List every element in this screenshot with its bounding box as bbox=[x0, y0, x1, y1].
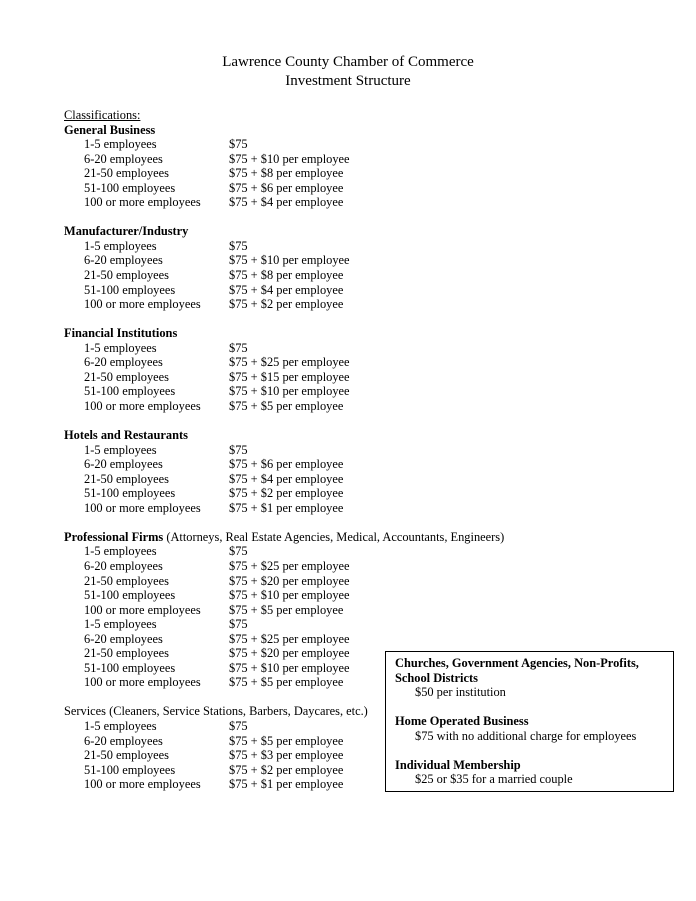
section-heading-hotels-restaurants: Hotels and Restaurants bbox=[64, 428, 188, 443]
tier-price: $75 + $2 per employee bbox=[229, 762, 344, 777]
box-heading-school-districts: School Districts bbox=[395, 670, 478, 685]
tier-size: 51-100 employees bbox=[84, 282, 176, 297]
tier-size: 1-5 employees bbox=[84, 442, 157, 457]
tier-size: 1-5 employees bbox=[84, 340, 157, 355]
tier-price: $75 + $25 per employee bbox=[229, 631, 350, 646]
tier-row bbox=[64, 443, 584, 458]
tier-size: 6-20 employees bbox=[84, 733, 163, 748]
tier-row bbox=[64, 617, 584, 632]
tier-size: 51-100 employees bbox=[84, 588, 176, 603]
document-subtitle: Investment Structure bbox=[285, 73, 411, 89]
tier-size: 51-100 employees bbox=[84, 486, 176, 501]
tier-price: $75 + $4 per employee bbox=[229, 282, 344, 297]
tier-size: 100 or more employees bbox=[84, 500, 201, 515]
tier-price: $75 + $3 per employee bbox=[229, 748, 344, 763]
tier-row bbox=[64, 283, 584, 298]
box-detail-home-operated-price: $75 with no additional charge for employees bbox=[415, 728, 637, 743]
tier-size: 6-20 employees bbox=[84, 558, 163, 573]
tier-size: 21-50 employees bbox=[84, 471, 169, 486]
section-heading-manufacturer-industry: Manufacturer/Industry bbox=[64, 224, 189, 239]
tier-row bbox=[64, 370, 584, 385]
tier-size: 6-20 employees bbox=[84, 253, 163, 268]
tier-price: $75 + $5 per employee bbox=[229, 398, 344, 413]
box-heading-churches-nonprofits: Churches, Government Agencies, Non-Profits, bbox=[395, 656, 639, 670]
section-heading-general-business: General Business bbox=[64, 122, 156, 137]
tier-price: $75 bbox=[229, 718, 248, 733]
tier-price: $75 + $25 per employee bbox=[229, 558, 350, 573]
tier-size: 21-50 employees bbox=[84, 166, 169, 181]
tier-size: 1-5 employees bbox=[84, 544, 157, 559]
tier-size: 1-5 employees bbox=[84, 718, 157, 733]
section-spacer bbox=[64, 210, 584, 225]
tier-size: 51-100 employees bbox=[84, 660, 176, 675]
tier-price: $75 + $10 per employee bbox=[229, 253, 350, 268]
tier-price: $75 + $10 per employee bbox=[229, 660, 350, 675]
tier-price: $75 + $2 per employee bbox=[229, 486, 344, 501]
tier-size: 51-100 employees bbox=[84, 762, 176, 777]
tier-price: $75 + $5 per employee bbox=[229, 733, 344, 748]
tier-price: $75 + $10 per employee bbox=[229, 151, 350, 166]
section-note: (Attorneys, Real Estate Agencies, Medical, Accountants, Engineers) bbox=[163, 529, 505, 544]
tier-price: $75 bbox=[229, 442, 248, 457]
tier-size: 100 or more employees bbox=[84, 297, 201, 312]
section-heading-services: Services (Cleaners, Service Stations, Barbers, Daycares, etc.) bbox=[64, 704, 368, 719]
tier-size: 6-20 employees bbox=[84, 355, 163, 370]
tier-row bbox=[64, 559, 584, 574]
box-detail-individual-price: $25 or $35 for a married couple bbox=[415, 772, 573, 787]
tier-row bbox=[64, 574, 584, 589]
tier-size: 21-50 employees bbox=[84, 369, 169, 384]
box-heading-home-operated: Home Operated Business bbox=[395, 714, 529, 729]
tier-price: $75 bbox=[229, 617, 248, 632]
tier-price: $75 + $10 per employee bbox=[229, 384, 350, 399]
tier-price: $75 + $15 per employee bbox=[229, 369, 350, 384]
classifications-label: Classifications: bbox=[64, 108, 141, 122]
tier-size: 6-20 employees bbox=[84, 631, 163, 646]
tier-row bbox=[64, 588, 584, 603]
tier-row bbox=[64, 181, 584, 196]
tier-size: 6-20 employees bbox=[84, 151, 163, 166]
tier-price: $75 + $6 per employee bbox=[229, 457, 344, 472]
tier-price: $75 + $20 per employee bbox=[229, 646, 350, 661]
tier-row bbox=[64, 195, 584, 210]
tier-size: 100 or more employees bbox=[84, 398, 201, 413]
section-spacer bbox=[64, 515, 584, 530]
tier-price: $75 + $10 per employee bbox=[229, 588, 350, 603]
tier-row bbox=[64, 399, 584, 414]
tier-price: $75 + $8 per employee bbox=[229, 166, 344, 181]
tier-price: $75 + $20 per employee bbox=[229, 573, 350, 588]
tier-price: $75 + $2 per employee bbox=[229, 297, 344, 312]
tier-row bbox=[64, 603, 584, 618]
tier-size: 21-50 employees bbox=[84, 573, 169, 588]
section-heading-professional-firms: Professional Firms (Attorneys, Real Estate Agencies, Medical, Accountants, Engineers) bbox=[64, 529, 505, 544]
tier-price: $75 + $5 per employee bbox=[229, 602, 344, 617]
tier-size: 1-5 employees bbox=[84, 238, 157, 253]
tier-row bbox=[64, 297, 584, 312]
tier-price: $75 + $5 per employee bbox=[229, 675, 344, 690]
box-spacer bbox=[395, 743, 673, 758]
tier-row bbox=[64, 544, 584, 559]
tier-row bbox=[64, 137, 584, 152]
tier-row bbox=[64, 253, 584, 268]
tier-row bbox=[64, 268, 584, 283]
tier-size: 100 or more employees bbox=[84, 777, 201, 792]
tier-size: 51-100 employees bbox=[84, 384, 176, 399]
tier-price: $75 bbox=[229, 340, 248, 355]
tier-price: $75 + $8 per employee bbox=[229, 268, 344, 283]
tier-size: 51-100 employees bbox=[84, 180, 176, 195]
tier-size: 1-5 employees bbox=[84, 617, 157, 632]
tier-row bbox=[64, 632, 584, 647]
tier-size: 100 or more employees bbox=[84, 602, 201, 617]
box-detail-institution-price: $50 per institution bbox=[415, 685, 506, 700]
section-spacer bbox=[64, 413, 584, 428]
tier-size: 100 or more employees bbox=[84, 675, 201, 690]
section-heading-financial-institutions: Financial Institutions bbox=[64, 326, 178, 341]
tier-size: 100 or more employees bbox=[84, 195, 201, 210]
tier-row bbox=[64, 384, 584, 399]
tier-price: $75 + $1 per employee bbox=[229, 500, 344, 515]
tier-price: $75 + $25 per employee bbox=[229, 355, 350, 370]
document-title: Lawrence County Chamber of Commerce bbox=[222, 54, 474, 70]
tier-price: $75 + $6 per employee bbox=[229, 180, 344, 195]
tier-size: 6-20 employees bbox=[84, 457, 163, 472]
tier-price: $75 bbox=[229, 544, 248, 559]
other-memberships-box bbox=[385, 651, 674, 792]
tier-row bbox=[64, 239, 584, 254]
section-spacer bbox=[64, 312, 584, 327]
box-heading-individual-membership: Individual Membership bbox=[395, 757, 521, 772]
tier-price: $75 + $1 per employee bbox=[229, 777, 344, 792]
tier-row bbox=[64, 486, 584, 501]
tier-row bbox=[64, 341, 584, 356]
tier-size: 21-50 employees bbox=[84, 748, 169, 763]
tier-row bbox=[64, 457, 584, 472]
tier-row bbox=[64, 166, 584, 181]
tier-row bbox=[64, 355, 584, 370]
tier-size: 21-50 employees bbox=[84, 646, 169, 661]
tier-row bbox=[64, 501, 584, 516]
tier-size: 1-5 employees bbox=[84, 137, 157, 152]
box-spacer bbox=[395, 700, 673, 715]
tier-price: $75 + $4 per employee bbox=[229, 471, 344, 486]
tier-row bbox=[64, 152, 584, 167]
tier-price: $75 bbox=[229, 238, 248, 253]
tier-price: $75 bbox=[229, 137, 248, 152]
tier-size: 21-50 employees bbox=[84, 268, 169, 283]
tier-row bbox=[64, 472, 584, 487]
tier-price: $75 + $4 per employee bbox=[229, 195, 344, 210]
